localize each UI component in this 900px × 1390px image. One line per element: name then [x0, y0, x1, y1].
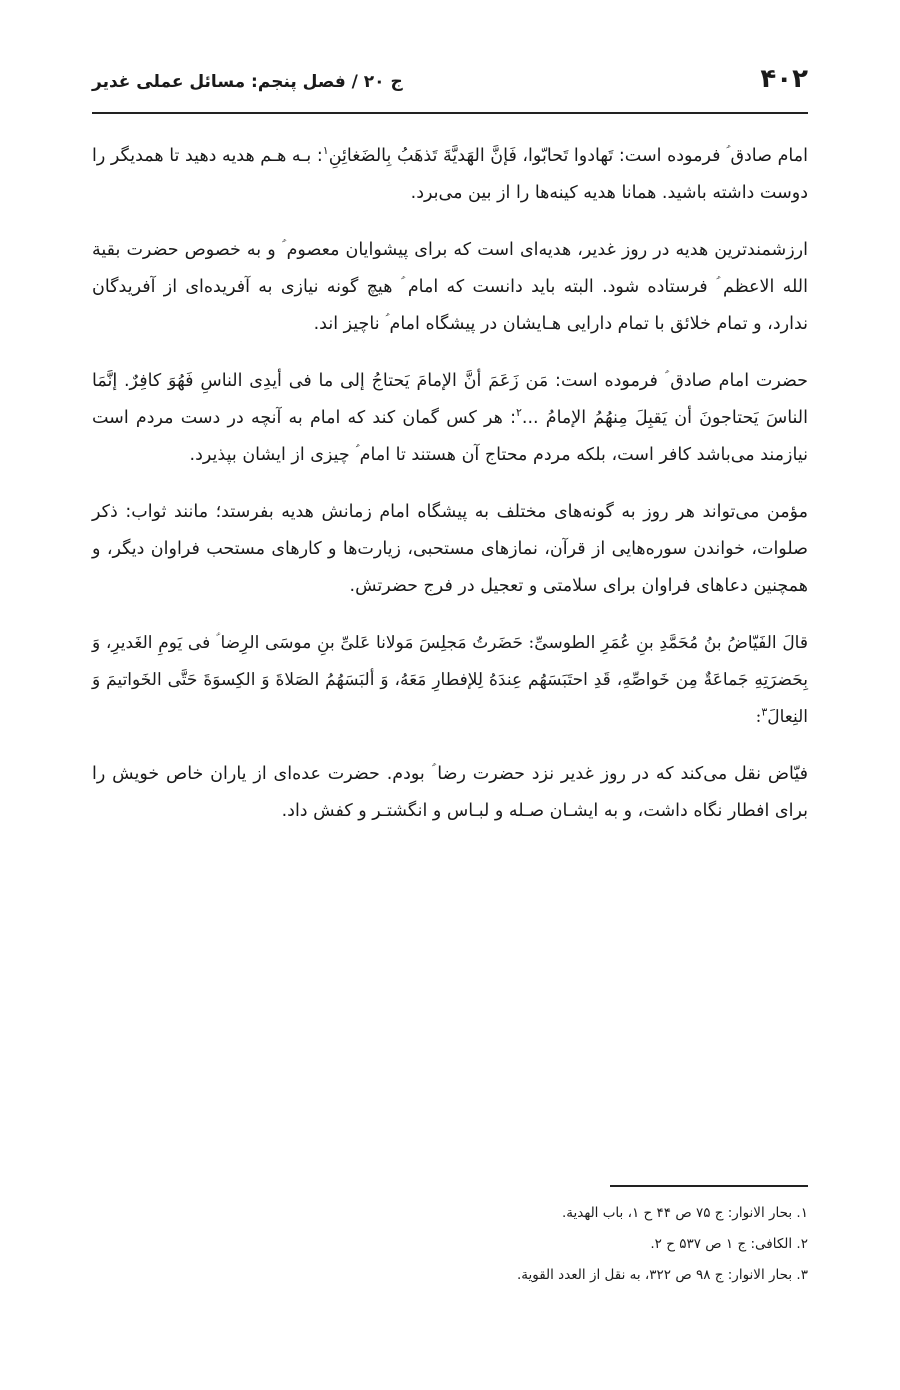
footnote-ref: ۱	[322, 144, 329, 158]
arabic-quote-paragraph	[92, 625, 808, 736]
paragraph	[92, 756, 808, 830]
footnote-item: ۲. الکافی: ج ۱ ص ۵۳۷ ح ۲.	[650, 1236, 808, 1252]
paragraph-text: فیّاض نقل می‌کند که در روز غدیر نزد حضرت رضا ؑ بودم. حضرت عده‌ای از یاران خاص خویش را برای افطار نگاه داشت، و به ایشـان صـله و لبـاس و انگشتـر و کفش داد.	[92, 764, 808, 821]
paragraph-text-after: : بـه هـم هدیه دهید تا همدیگر را دوست داشته باشید. همانا هدیه کینه‌ها را از بین می‌برد.	[92, 146, 808, 203]
page-number: ۴۰۲	[760, 64, 808, 94]
paragraph-text: حضرت امام صادق ؑ فرموده است: مَن زَعَمَ أنَّ الإمامَ یَحتاجُ إلی ما فی أیدِی الناسِ فَهُوَ کافِرٌ. إنَّمَا الناسَ یَحتاجونَ أن یَقبِلَ مِنهُمُ الإمامُ ...	[92, 371, 808, 428]
paragraph-text: امام صادق ؑ فرموده است: تَهادوا تَحابّوا، فَإنَّ الهَدیَّةَ تَذهَبُ بِالضَغائِنِ	[328, 146, 808, 166]
paragraph	[92, 138, 808, 212]
page-header	[92, 58, 808, 114]
book-page	[92, 58, 808, 850]
paragraph-text-after: : هر کس گمان کند که امام به آنچه در دست مردم است نیازمند می‌باشد کافر است، بلکه مردم محتاج آن هستند تا امام ؑ چیزی از ایشان بپذیرد.	[92, 408, 808, 465]
footnote-item: ۱. بحار الانوار: ج ۷۵ ص ۴۴ ح ۱، باب الهدیة.	[561, 1205, 808, 1221]
footnote-item: ۳. بحار الانوار: ج ۹۸ ص ۳۲۲، به نقل از العدد القویة.	[516, 1267, 808, 1283]
running-title: ج ۲۰ / فصل پنجم: مسائل عملی غدیر	[92, 72, 403, 92]
paragraph-text: مؤمن می‌تواند هر روز به گونه‌های مختلف به پیشگاه امام زمانش هدیه بفرستد؛ مانند ثواب: ذکر صلوات، خواندن سوره‌هایی از قرآن، نمازهای مستحبی، زیارت‌ها و کارهای مستحب فراوان دیگر، و همچنین دعاهای فراوان برای سلامتی و تعجیل در فرج حضرتش.	[92, 502, 808, 596]
paragraph-text: قالَ الفَیّاضُ بنُ مُحَمَّدِ بنِ عُمَرِ الطوسیِّ: حَضَرتُ مَجلِسَ مَولانا عَلیِّ بنِ موسَی الرِضا ؑ فی یَومِ الغَدیرِ، وَ بِحَضرَتِهِ جَماعَةٌ مِن خَواصِّهِ، قَدِ احتَبَسَهُم عِندَهُ لِلإفطارِ مَعَهُ، وَ ألبَسَهُمُ الصَلاةَ وَ الکِسوَةَ حَتَّی الخَواتیمَ وَ النِعالَ	[92, 633, 808, 727]
paragraph	[92, 494, 808, 605]
footnote-ref: ۳	[761, 705, 768, 719]
paragraph	[92, 363, 808, 474]
footnote-divider	[610, 1185, 808, 1187]
body-text	[92, 138, 808, 830]
paragraph-text-after: :	[755, 707, 762, 727]
paragraph	[92, 232, 808, 343]
footnotes	[92, 1198, 808, 1291]
footnote-ref: ۲	[515, 406, 522, 420]
paragraph-text: ارزشمندترین هدیه در روز غدیر، هدیه‌ای است که برای پیشوایان معصوم ؑ و به خصوص حضرت بقیة الله الاعظم ؑ فرستاده شود. البته باید دانست که امام ؑ هیچ گونه نیازی به آفریده‌ای از آفریدگان ندارد، و تمام خلائق با تمام دارایی هـایشان در پیشگاه امام ؑ ناچیز اند.	[92, 240, 808, 334]
